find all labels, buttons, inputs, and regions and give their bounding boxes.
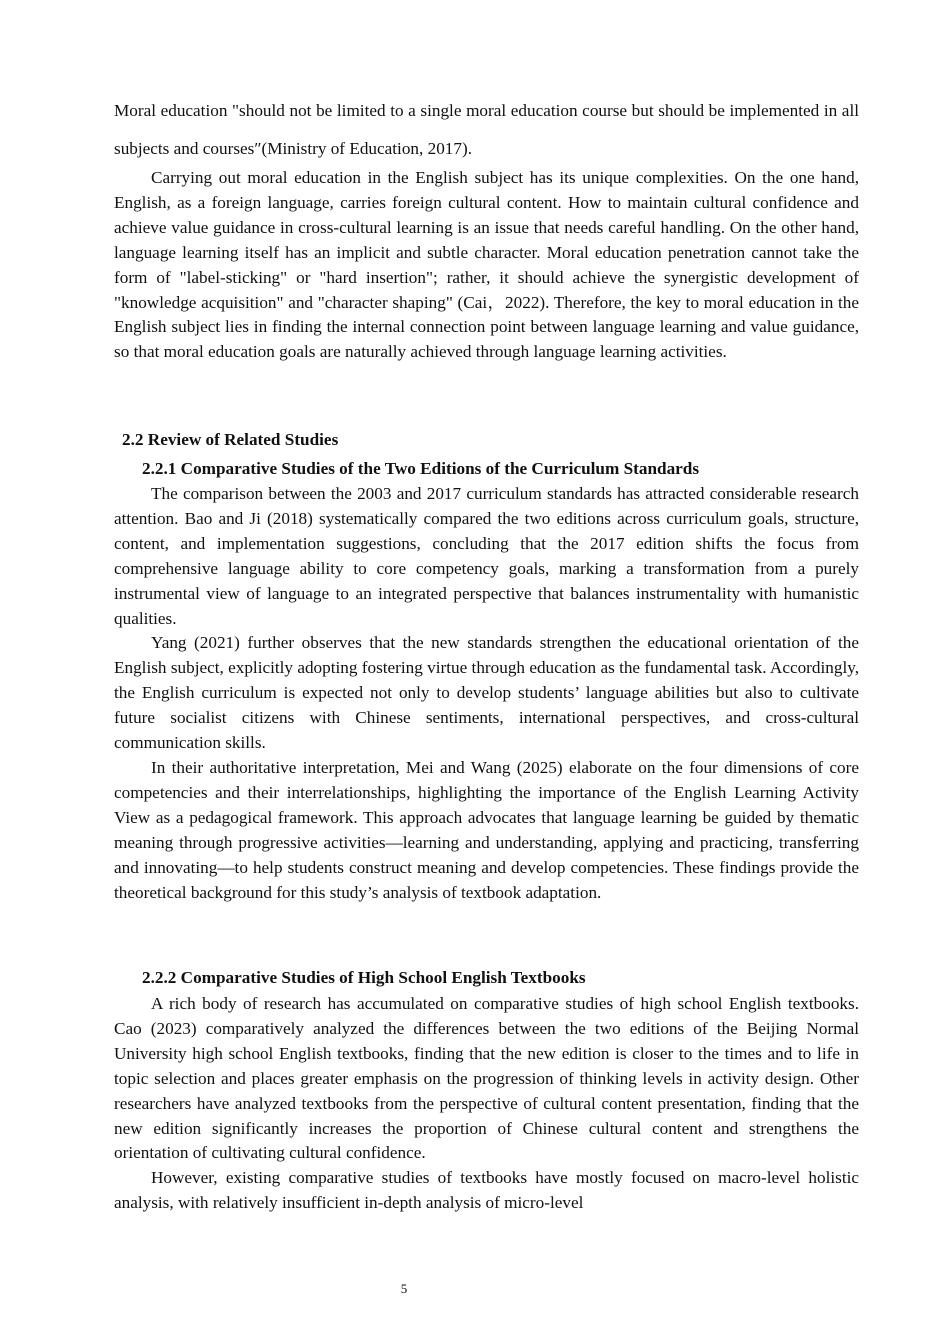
moral-education-block <box>114 166 859 365</box>
paragraph-english-moral-education: Carrying out moral education in the English subject has its unique complexities. On the one hand, English, as a foreign language, carries foreign cultural content. How to maintain cultural confidence and achieve value guidance in cross-cultural learning is an issue that needs careful handling. On the other hand, language learning itself has an implicit and subtle character. Moral education penetration cannot take the form of "label-sticking" or "hard insertion"; rather, it should achieve the synergistic development of "knowledge acquisition" and "character shaping" (Cai，2022). Therefore, the key to moral education in the English subject lies in finding the internal connection point between language learning and value guidance, so that moral education goals are naturally achieved through language learning activities. <box>114 168 859 362</box>
intro-paragraph-block <box>114 92 859 168</box>
section-heading-2-2-2: 2.2.2 Comparative Studies of High School English Textbooks <box>142 968 586 987</box>
section-heading-2-2: 2.2 Review of Related Studies <box>122 430 339 449</box>
section-heading-2-2-1: 2.2.1 Comparative Studies of the Two Editions of the Curriculum Standards <box>142 459 700 478</box>
paragraph-yang-2021: Yang (2021) further observes that the new standards strengthen the educational orientation of the English subject, explicitly adopting fostering virtue through education as the fundamental task. Accordingly, the English curriculum is expected not only to develop students’ language abilities but also to cultivate future socialist citizens with Chinese sentiments, international perspectives, and cross-cultural communication skills. <box>114 633 859 753</box>
intro-paragraph: Moral education "should not be limited to a single moral education course but should be implemented in all subjects and courses″(Ministry of Education, 2017). <box>114 101 859 158</box>
paragraph-existing-studies: However, existing comparative studies of textbooks have mostly focused on macro-level holistic analysis, with relatively insufficient in-depth analysis of micro-level <box>114 1168 859 1213</box>
paragraph-textbook-comparisons: A rich body of research has accumulated on comparative studies of high school English textbooks. Cao (2023) comparatively analyzed the differences between the two editions of the Beijing Normal University high school English textbooks, finding that the new edition is closer to the times and to life in topic selection and places greater emphasis on the progression of thinking levels in activity design. Other researchers have analyzed textbooks from the perspective of cultural content presentation, finding that the new edition significantly increases the proportion of Chinese cultural content and strengthens the orientation of cultivating cultural confidence. <box>114 994 859 1163</box>
paragraph-mei-wang-2025: In their authoritative interpretation, Mei and Wang (2025) elaborate on the four dimensions of core competencies and their interrelationships, highlighting the importance of the English Learning Activity View as a pedagogical framework. This approach advocates that language learning be guided by thematic meaning through progressive activities—learning and understanding, applying and practicing, transferring and innovating—to help students construct meaning and develop competencies. These findings provide the theoretical background for this study’s analysis of textbook adaptation. <box>114 757 859 902</box>
textbook-studies-block <box>114 992 859 1216</box>
page-number: 5 <box>400 1281 408 1296</box>
curriculum-standards-block <box>114 482 859 905</box>
paragraph-standards-comparison: The comparison between the 2003 and 2017 curriculum standards has attracted considerable research attention. Bao and Ji (2018) systematically compared the two editions across curriculum goals, structure, content, and implementation suggestions, concluding that the 2017 edition shifts the focus from comprehensive language ability to core competency goals, marking a transformation from a purely instrumental view of language to an integrated perspective that balances instrumentality with humanistic qualities. <box>114 484 859 628</box>
